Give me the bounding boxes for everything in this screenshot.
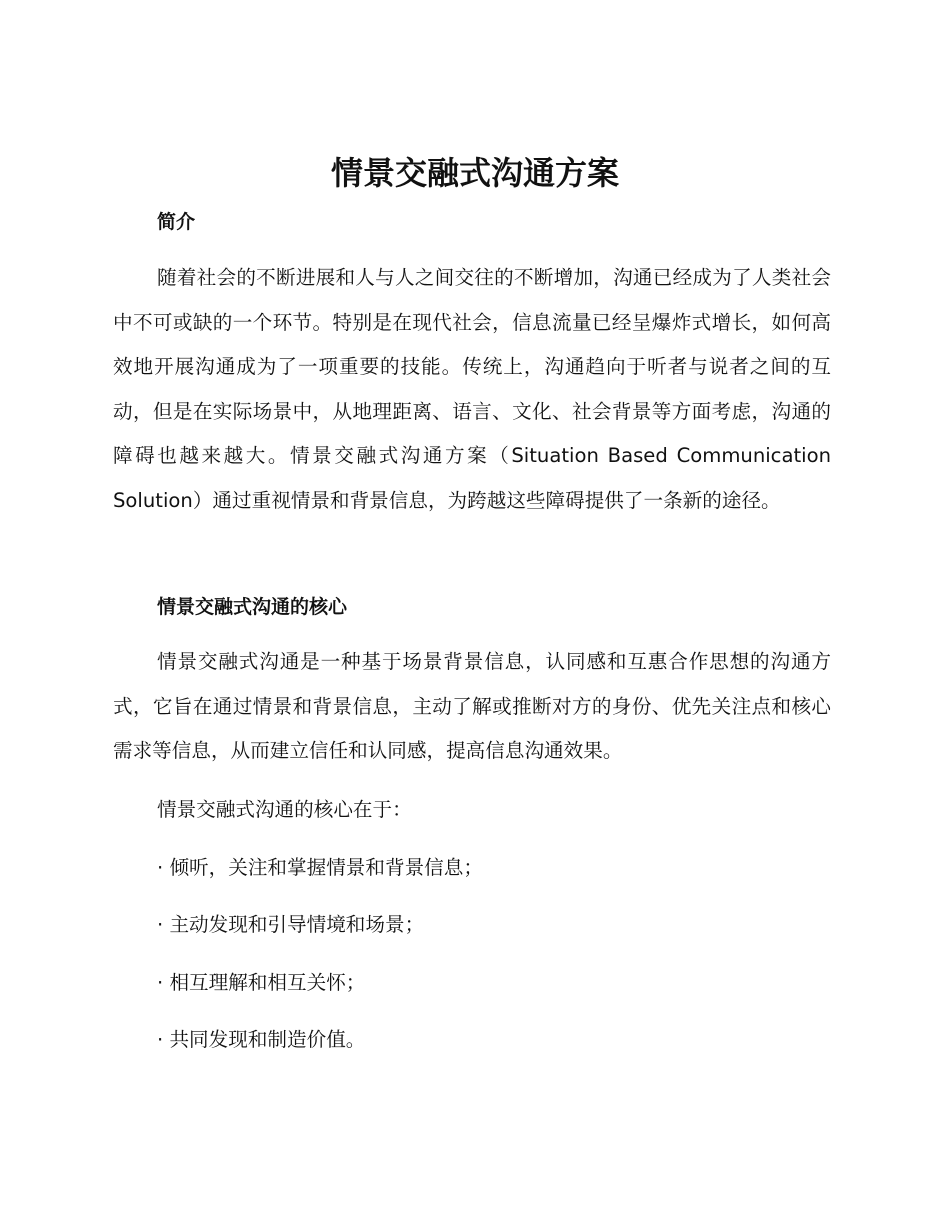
core-lead-in: 情景交融式沟通的核心在于： bbox=[157, 798, 412, 821]
section-heading-core: 情景交融式沟通的核心 bbox=[157, 596, 348, 618]
bullet-item: · 倾听，关注和掌握情景和背景信息； bbox=[157, 856, 483, 879]
intro-paragraph: 随着社会的不断进展和人与人之间交往的不断增加，沟通已经成为了人类社会中不可或缺的一个环节。特别是在现代社会，信息流量已经呈爆炸式增长，如何高效地开展沟通成为了一项重要的技能。传统上，沟通趋向于听者与说者之间的互动，但是在实际场景中，从地理距离、语言、文化、社会背景等方面考虑，沟通的障碍也越来越大。情景交融式沟通方案（Situation Based Communication Solution）通过重视情景和背景信息，为跨越这些障碍提供了一条新的途径。 bbox=[113, 266, 831, 512]
document-title: 情景交融式沟通方案 bbox=[330, 154, 619, 192]
bullet-item: · 主动发现和引导情境和场景； bbox=[157, 913, 425, 936]
bullet-item: · 共同发现和制造价值。 bbox=[157, 1028, 366, 1051]
bullet-item: · 相互理解和相互关怀； bbox=[157, 971, 366, 994]
core-paragraph: 情景交融式沟通是一种基于场景背景信息，认同感和互惠合作思想的沟通方式，它旨在通过情景和背景信息，主动了解或推断对方的身份、优先关注点和核心需求等信息，从而建立信任和认同感，提高信息沟通效果。 bbox=[113, 650, 831, 763]
section-heading-intro: 简介 bbox=[157, 211, 196, 233]
